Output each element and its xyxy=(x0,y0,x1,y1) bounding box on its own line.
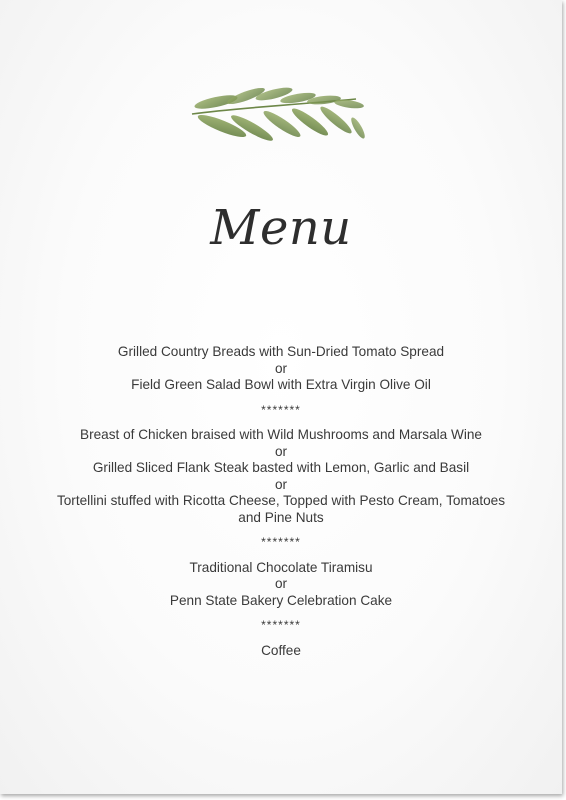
menu-item: Grilled Sliced Flank Steak basted with Lemon, Garlic and Basil xyxy=(92,460,470,475)
course-separator: ******* xyxy=(261,402,301,417)
menu-or: or xyxy=(274,576,288,591)
course-separator: ******* xyxy=(261,618,301,632)
page-title: Menu xyxy=(210,200,352,256)
course-dessert xyxy=(20,560,542,610)
olive-branch-icon xyxy=(186,82,370,156)
menu-item: Breast of Chicken braised with Wild Mushrooms and Marsala Wine xyxy=(80,427,482,442)
menu-or: or xyxy=(274,443,288,459)
menu-item: Field Green Salad Bowl with Extra Virgin Olive Oil xyxy=(131,377,431,392)
menu-item: Traditional Chocolate Tiramisu xyxy=(189,559,373,575)
menu-item: Coffee xyxy=(261,642,301,658)
course-coffee xyxy=(20,643,542,660)
menu-item-continued: and Pine Nuts xyxy=(238,509,324,525)
menu-or: or xyxy=(274,476,288,492)
menu-or: or xyxy=(274,360,288,376)
menu-list xyxy=(20,344,542,659)
course-separator: ******* xyxy=(261,535,301,549)
menu-item: Tortellini stuffed with Ricotta Cheese, Topped with Pesto Cream, Tomatoes xyxy=(56,493,506,508)
course-starter xyxy=(20,344,542,394)
course-main xyxy=(20,427,542,526)
menu-item: Grilled Country Breads with Sun-Dried Tomato Spread xyxy=(117,344,445,359)
menu-item: Penn State Bakery Celebration Cake xyxy=(169,592,393,608)
